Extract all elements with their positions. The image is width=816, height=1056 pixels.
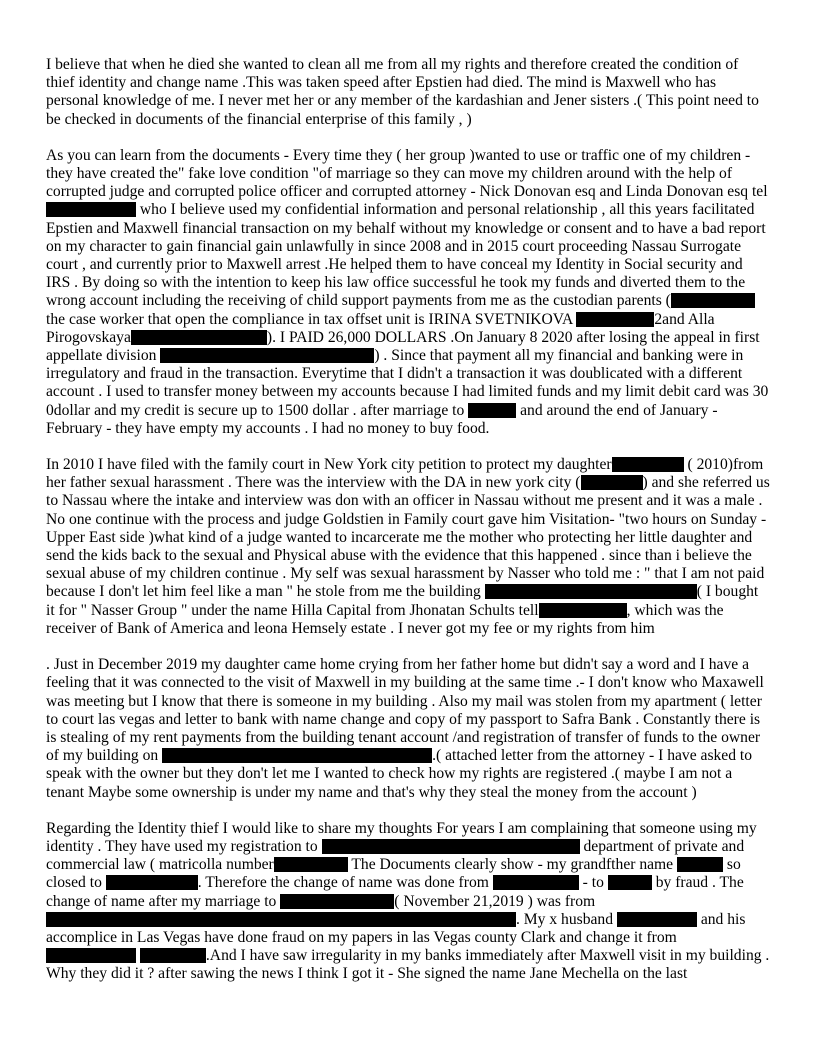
paragraph [46,456,770,638]
text-run: so closed to [46,856,741,892]
redaction-box [677,857,723,872]
redaction-box [46,202,136,217]
redaction-box [322,839,580,854]
text-run: and his accomplice in Las Vegas have done fraud on my papers in las Vegas county Clark and change it from [46,910,746,946]
text-run: ) and she referred us to Nassau where the intake and interview was don with an officer in Nassau without me present and it was a male . No one continue with the process and judge Goldstien in Family court gave him Visitation- "two hours on Sunday - Upper East side )what kind of a judge wanted to incarcerate me the mother who protecting her little daughter and send the kids back to the sexual and Physical abuse with the evidence that this happened . since than i believe the sexual abuse of my children continue . My self was sexual harassment by Nasser who told me : " that I am not paid because I don't let him feel like a man " he stole from me the building [46,474,770,601]
redaction-box [140,948,206,963]
text-run: department of private and commercial law ( matricolla number [46,837,745,874]
redaction-box [485,584,697,599]
paragraph [46,56,770,129]
paragraph [46,147,770,438]
redaction-box [131,330,267,345]
redaction-box [608,875,652,890]
redaction-box [160,348,374,363]
redaction-box [581,475,643,490]
paragraph [46,656,770,802]
text-run: In 2010 I have filed with the family court in New York city petition to protect my daughter [46,456,612,474]
text-run: , which was the receiver of Bank of America and leona Hemsely estate . I never got my fee or my rights from him [46,601,724,637]
text-run: ) . Since that payment all my financial and banking were in irregulatory and fraud in the transaction. Everytime that I didn't a transaction it was doublicated with a different account . I used to transfer money between my accounts because I had limited funds and my limit debit card was 30 0dollar and my credit is secure up to 1500 dollar . after marriage to [46,347,769,419]
text-run: . Just in December 2019 my daughter came home crying from her father home but didn't say a word and I have a feeling that it was connected to the visit of Maxwell in my building at the same time .- I don't know who Maxawell was meeting but I know that there is someone in my building . Also my mail was stolen from my apartment ( letter to court las vegas and letter to bank with name change and copy of my passport to Safra Bank . Constantly there is is stealing of my rent payments from the building tenant account /and registration of transfer of funds to the owner of my building on [46,656,764,765]
text-run: .( attached letter from the attorney - I have asked to speak with the owner but they don't let me I wanted to check how my rights are registered .( maybe I am not a tenant Maybe some ownership is under my name and that's why they steal the money from the account ) [46,747,753,801]
redaction-box [671,293,755,308]
paragraph [46,820,770,984]
redaction-box [106,875,198,890]
text-run: As you can learn from the documents - Every time they ( her group )wanted to use or traffic one of my children - they have created the" fake love condition "of marriage so they can move my children around with the help of corrupted judge and corrupted police officer and corrupted attorney - Nick Donovan esq and Linda Donovan esq tel [46,146,768,201]
redaction-box [493,875,579,890]
text-run: the case worker that open the compliance in tax offset unit is IRINA SVETNIKOVA [46,310,577,328]
text-run: who I believe used my confidential information and personal relationship , all this years facilitated Epstien and Maxwell financial transaction on my behalf without my knowledge or consent and to have a bad report on my character to gain financial gain unlawfully in since 2008 and in 2015 court proceeding Nassau Surrogate court , and currently prior to Maxwell arrest .He helped them to have conceal my Identity in Social security and IRS . By doing so with the intention to keep his law office successful he took my funds and diverted them to the wrong account including the receiving of child support payments from me as the custodian parents ( [46,201,766,310]
redaction-box [617,912,697,927]
redaction-box [280,894,394,909]
text-run: I believe that when he died she wanted to clean all me from all my rights and therefore created the condition of thief identity and change name .This was taken speed after Epstien had died. The mind is Maxwell who has personal knowledge of me. I never met her or any member of the kardashian and Jener sisters .( This point need to be checked in documents of the financial enterprise of this family , ) [46,56,759,128]
redaction-box [612,457,684,472]
redaction-box [274,857,348,872]
redaction-box [468,403,516,418]
redaction-box [576,312,654,327]
text-run: - to [578,874,608,892]
text-run: . Therefore the change of name was done from [197,874,493,892]
text-run: ( I bought it for " Nasser Group " under the name Hilla Capital from Jhonatan Schults tell [46,583,759,619]
text-run: 2and Alla Pirogovskaya [46,310,715,346]
text-run: .And I have saw irregularity in my banks immediately after Maxwell visit in my building . Why they did it ? after sawing the news I think I got it - She signed the name Jane Mechella on the last [46,947,770,983]
text-run: The Documents clearly show - my grandfther name [347,856,677,874]
text-run: . My x husband [516,910,617,928]
text-run: Regarding the Identity thief I would like to share my thoughts For years I am complaining that someone using my identity . They have used my registration to [46,819,757,855]
text-run: and around the end of January - February - they have empty my accounts . I had no money to buy food. [46,401,718,437]
redaction-box [539,603,627,618]
text-run: ( 2010)from her father sexual harassment . There was the interview with the DA in new york city ( [46,456,764,492]
text-run: ). I PAID 26,000 DOLLARS .On January 8 2020 after losing the appeal in first appellate division [46,328,760,365]
redaction-box [162,748,432,763]
text-run: by fraud . The change of name after my marriage to [46,874,744,910]
redaction-box [46,948,136,963]
redaction-box [46,912,516,927]
text-run: ( November 21,2019 ) was from [394,892,596,910]
